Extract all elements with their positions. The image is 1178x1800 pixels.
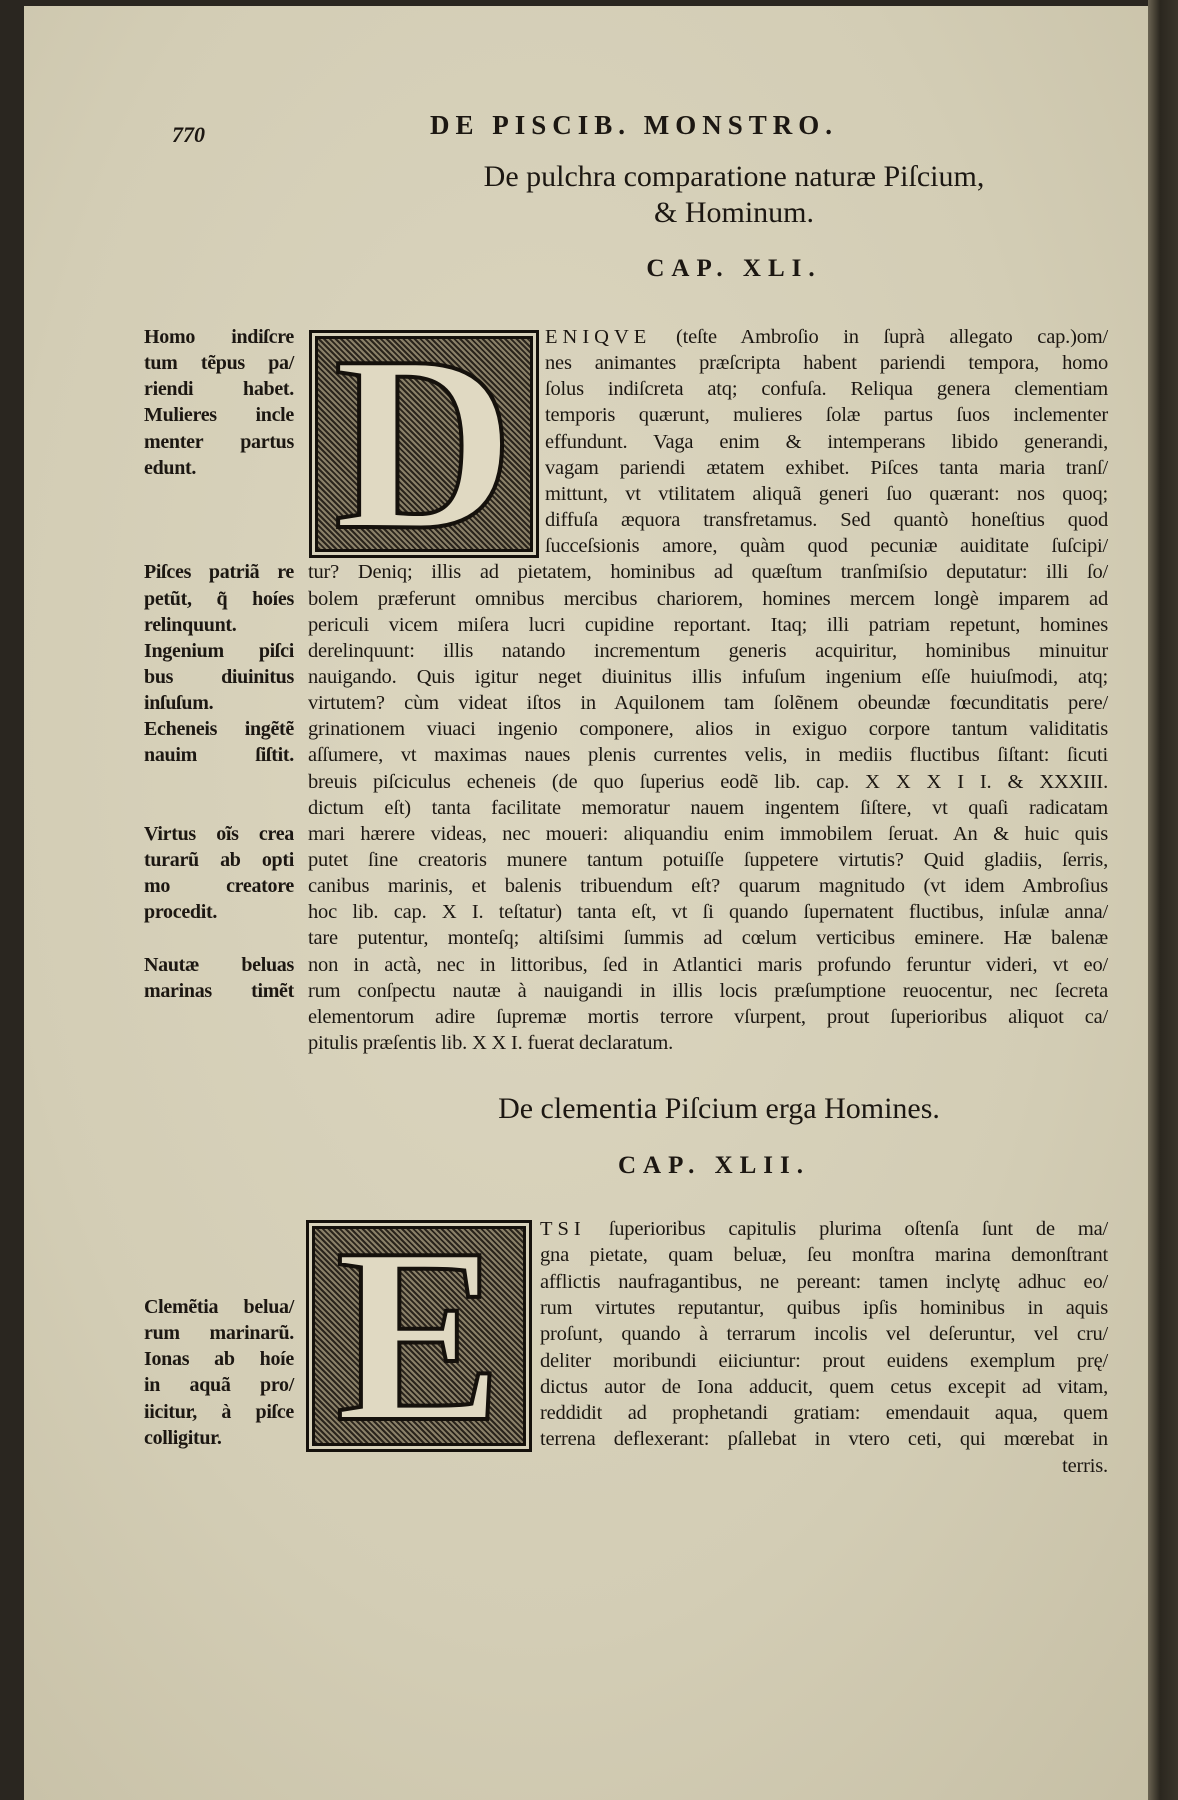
text-line: rum virtutes reputantur, quibus ipſis hominibus in aquis	[540, 1296, 1108, 1319]
text-line: proſunt, quando à terrarum incolis vel deſeruntur, vel cru/	[540, 1323, 1108, 1346]
chapter-42-title: De clementia Piſcium erga Homines.	[498, 1092, 940, 1125]
text-line: terrena deflexerant: pſallebat in vtero ceti, qui mœrebat in	[540, 1428, 1108, 1451]
margin-note-line: Homo indiſcre	[144, 326, 294, 348]
text-line: aſſumere, vt maximas naues plenis currentes velis, in mediis fluctibus ſiſtant: ſicuti	[308, 744, 1108, 767]
text-line: dictus autor de Iona adducit, quem cetus excepit ad vitam,	[540, 1375, 1108, 1398]
page-number: 770	[172, 122, 205, 147]
margin-note-line: menter partus	[144, 430, 294, 453]
text-line: gna pietate, quam beluæ, ſeu monſtra marina demonſtrant	[540, 1244, 1108, 1267]
text-line: deliter moribundi eiiciuntur: prout euidens exemplum prę/	[540, 1349, 1108, 1372]
margin-note-line: bus diuinitus	[144, 665, 294, 688]
text-line: diffuſa æquora transfretamus. Sed quantò honeſtius quod	[545, 509, 1108, 532]
text-line: reddidit ad prophetandi gratiam: emendauit aqua, quem	[540, 1402, 1108, 1425]
text-line: dictum eſt) tanta facilitate memoratur nauem ingentem ſiſtere, vt quaſi radicatam	[308, 796, 1108, 819]
margin-note-line: iicitur, à piſce	[144, 1400, 294, 1423]
text-line: canibus marinis, et balenis tribuendum eſt? quarum magnitudo (vt idem Ambroſius	[308, 875, 1108, 898]
text-line	[540, 1216, 1108, 1242]
margin-note-line: Ingenium piſci	[144, 639, 294, 662]
text-line: mari hærere videas, nec moueri: aliquandiu enim immobilem ſeruat. An & huic quis	[308, 822, 1108, 845]
text-line: hoc lib. cap. X I. teſtatur) tanta eſt, vt ſi quando ſupernatent fluctibus, inſulæ anna/	[308, 901, 1108, 924]
text-line: mittunt, vt vtilitatem aliquã generi ſuo quærant: nos quoq;	[545, 482, 1108, 505]
text-line: pitulis præſentis lib. X X I. fuerat declaratum.	[308, 1032, 674, 1055]
margin-note-line: procedit.	[144, 901, 218, 924]
chapter-41-number: CAP. XLI.	[646, 255, 822, 282]
chapter-41-title-line1: De pulchra comparatione naturæ Piſcium,	[483, 160, 985, 193]
dropcap-letter: D	[333, 336, 515, 552]
first-line-text: ſuperioribus capitulis plurima oſtenſa ſunt de ma/	[585, 1218, 1108, 1240]
margin-note-line: Echeneis ingẽtẽ	[144, 718, 294, 741]
margin-note-line: Nautæ beluas	[144, 953, 294, 976]
margin-note-line: edunt.	[144, 456, 197, 479]
margin-note-line: relinquunt.	[144, 613, 237, 636]
dropcap-e-woodcut	[312, 1226, 526, 1446]
chapter-42-number: CAP. XLII.	[617, 1152, 811, 1179]
margin-note-line: Clemẽtia belua/	[144, 1296, 294, 1318]
first-line-text: (teſte Ambroſio in ſuprà allegato cap.)om/	[651, 326, 1108, 348]
dropcap-d-woodcut	[315, 336, 533, 552]
lead-word: TSI	[540, 1218, 586, 1240]
margin-note-line: marinas timẽt	[144, 979, 294, 1002]
chapter-41-title-line2: & Hominum.	[653, 196, 814, 229]
text-line: rum conſpectu nautæ à nauigandi in illis locis præſumptione reuocentur, nec ſecreta	[308, 979, 1108, 1002]
text-line: elementorum adire ſupremæ mortis terrore vſurpent, prout ſuperioribus aliquot ca/	[308, 1005, 1108, 1028]
text-line: grinationem viuaci ingenio componere, alios in exiguo corpore tantum validitatis	[308, 718, 1108, 741]
margin-note-line: turarũ ab opti	[144, 849, 294, 871]
text-line: ſucceſsionis amore, quàm quod pecuniæ auiditate ſuſcipi/	[545, 535, 1108, 558]
text-line: virtutem? cùm videat iſtos in Aquilonem tam ſolẽnem obeundæ fœcunditatis pere/	[308, 692, 1108, 715]
margin-note-line: Ionas ab hoíe	[144, 1348, 294, 1371]
margin-note-line: in aquã pro/	[144, 1374, 294, 1397]
margin-note-line: petũt, q̃ hoíes	[144, 587, 294, 610]
dropcap-letter: E	[335, 1226, 503, 1446]
margin-note-line: tum tẽpus pa/	[144, 352, 294, 375]
text-line: breuis piſciculus echeneis (de quo ſuperius eodẽ lib. cap. X X X I I. & XXXIII.	[308, 770, 1108, 793]
text-line: vagam pariendi ætatem exhibet. Piſces tanta maria tranſ/	[545, 456, 1108, 479]
text-line: nes animantes præſcripta habent pariendi tempora, homo	[545, 352, 1108, 375]
margin-note-line: colligitur.	[144, 1426, 222, 1449]
running-head: DE PISCIB. MONSTRO.	[429, 110, 839, 140]
text-line: tare putentur, monteſq; altiſsimi ſummis ad cœlum verticibus eminere. Hæ balenæ	[308, 927, 1108, 950]
margin-note-line: inſuſum.	[144, 692, 214, 715]
margin-note-line: Piſces patriã re	[144, 561, 294, 584]
text-line: nauigando. Quis igitur neget diuinitus illis infuſum ingenium eſſe huiuſmodi, atq;	[308, 665, 1108, 688]
text-line: bolem præferunt omnibus mercibus chariorem, homines mercem longè imparem ad	[308, 587, 1108, 610]
text-line: ſolus indiſcreta atq; confuſa. Reliqua genera clementiam	[545, 378, 1108, 401]
lead-word: ENIQVE	[545, 326, 652, 348]
margin-note-line: mo creatore	[144, 875, 294, 898]
text-line	[545, 324, 1108, 350]
text-line: non in actà, nec in littoribus, ſed in Atlantici maris profundo feruntur videri, vt eo/	[308, 953, 1108, 976]
margin-note-line: nauim ſiſtit.	[144, 744, 294, 767]
margin-note-line: Virtus oĩs crea	[144, 822, 294, 845]
text-line: tur? Deniq; illis ad pietatem, hominibus ad quæſtum tranſmiſsio deputatur: illi ſo/	[308, 561, 1108, 584]
text-line: putet ſine creatoris munere tantum potuiſſe ſuppetere virtutis? Quid gladiis, ſerris,	[308, 849, 1108, 871]
text-line: terris.	[1062, 1454, 1108, 1477]
text-line: temporis quærunt, mulieres ſolæ partus ſuos inclementer	[545, 404, 1108, 427]
text-line: afflictis naufragantibus, ne pereant: tamen inclytę adhuc eo/	[540, 1270, 1108, 1293]
text-line: periculi vicem miſera lucri cupidine reportant. Itaq; illi patriam repetunt, homines	[308, 613, 1108, 636]
text-line: derelinquunt: illis natando incrementum generis acquiritur, hominibus minuitur	[308, 639, 1108, 662]
text-line: effundunt. Vaga enim & intemperans libido generandi,	[545, 430, 1108, 453]
margin-note-line: rum marinarũ.	[144, 1322, 294, 1345]
margin-note-line: riendi habet.	[144, 378, 294, 401]
margin-note-line: Mulieres incle	[144, 404, 294, 427]
